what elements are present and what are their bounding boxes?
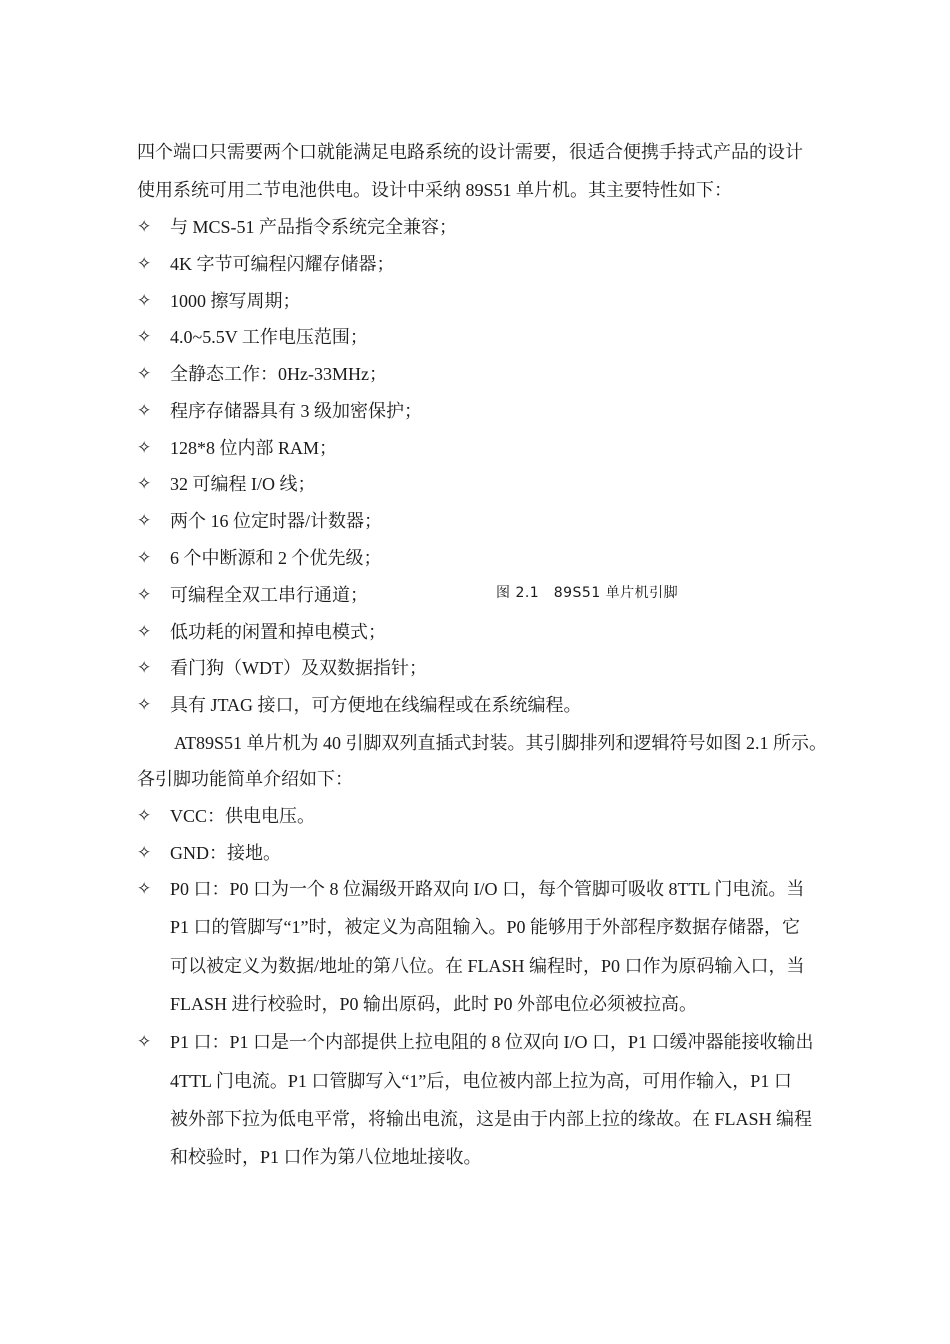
pin-text-continued: FLASH 进行校验时，P0 输出原码，此时 P0 外部电位必须被拉高。 <box>170 994 698 1014</box>
diamond-bullet-icon: ✧ <box>137 879 152 899</box>
diamond-bullet-icon: ✧ <box>137 622 152 642</box>
feature-text: 与 MCS-51 产品指令系统完全兼容； <box>170 217 458 237</box>
diamond-bullet-icon: ✧ <box>137 327 152 347</box>
feature-text: 128*8 位内部 RAM； <box>170 438 338 458</box>
pin-text-continued: P1 口的管脚写“1”时，被定义为高阻输入。P0 能够用于外部程序数据存储器，它 <box>170 917 800 937</box>
feature-text: 32 可编程 I/O 线； <box>170 474 316 494</box>
diamond-bullet-icon: ✧ <box>137 843 152 863</box>
pins-intro-line-1: AT89S51 单片机为 40 引脚双列直插式封装。其引脚排列和逻辑符号如图 2.1 所示。 <box>174 733 828 753</box>
pin-text-continued: 可以被定义为数据/地址的第八位。在 FLASH 编程时，P0 口作为原码输入口，当 <box>170 956 805 976</box>
pin-text-continued: 4TTL 门电流。P1 口管脚写入“1”后，电位被内部上拉为高，可用作输入，P1 口 <box>170 1071 792 1091</box>
feature-text: 4K 字节可编程闪耀存储器； <box>170 254 395 274</box>
diamond-bullet-icon: ✧ <box>137 548 152 568</box>
diamond-bullet-icon: ✧ <box>137 1032 152 1052</box>
feature-text: 程序存储器具有 3 级加密保护； <box>170 401 422 421</box>
pin-text-continued: 被外部下拉为低电平常，将输出电流，这是由于内部上拉的缘故。在 FLASH 编程 <box>170 1109 813 1129</box>
figure-caption: 图 2.1 89S51 单片机引脚 <box>496 585 679 601</box>
diamond-bullet-icon: ✧ <box>137 291 152 311</box>
feature-text: 可编程全双工串行通道； <box>170 585 368 605</box>
diamond-bullet-icon: ✧ <box>137 658 152 678</box>
diamond-bullet-icon: ✧ <box>137 364 152 384</box>
feature-text: 两个 16 位定时器/计数器； <box>170 511 382 531</box>
diamond-bullet-icon: ✧ <box>137 474 152 494</box>
diamond-bullet-icon: ✧ <box>137 695 152 715</box>
feature-text: 4.0~5.5V 工作电压范围； <box>170 327 368 347</box>
feature-text: 看门狗（WDT）及双数据指针； <box>170 658 427 678</box>
feature-text: 全静态工作：0Hz-33MHz； <box>170 364 387 384</box>
pin-text: VCC：供电电压。 <box>170 806 316 826</box>
feature-text: 6 个中断源和 2 个优先级； <box>170 548 382 568</box>
diamond-bullet-icon: ✧ <box>137 438 152 458</box>
diamond-bullet-icon: ✧ <box>137 254 152 274</box>
intro-line-1: 四个端口只需要两个口就能满足电路系统的设计需要，很适合便携手持式产品的设计 <box>137 142 803 162</box>
feature-text: 1000 擦写周期； <box>170 291 301 311</box>
diamond-bullet-icon: ✧ <box>137 511 152 531</box>
diamond-bullet-icon: ✧ <box>137 217 152 237</box>
pin-text: P1 口：P1 口是一个内部提供上拉电阻的 8 位双向 I/O 口，P1 口缓冲器能接收输出 <box>170 1032 814 1052</box>
diamond-bullet-icon: ✧ <box>137 401 152 421</box>
pins-intro-line-2: 各引脚功能简单介绍如下： <box>137 769 353 789</box>
pin-text: GND：接地。 <box>170 843 281 863</box>
feature-text: 低功耗的闲置和掉电模式； <box>170 622 386 642</box>
intro-line-2: 使用系统可用二节电池供电。设计中采纳 89S51 单片机。其主要特性如下： <box>137 180 733 200</box>
diamond-bullet-icon: ✧ <box>137 806 152 826</box>
pin-text-continued: 和校验时，P1 口作为第八位地址接收。 <box>170 1147 482 1167</box>
pin-text: P0 口：P0 口为一个 8 位漏级开路双向 I/O 口，每个管脚可吸收 8TTL 门电流。当 <box>170 879 805 899</box>
feature-text: 具有 JTAG 接口，可方便地在线编程或在系统编程。 <box>170 695 582 715</box>
diamond-bullet-icon: ✧ <box>137 585 152 605</box>
